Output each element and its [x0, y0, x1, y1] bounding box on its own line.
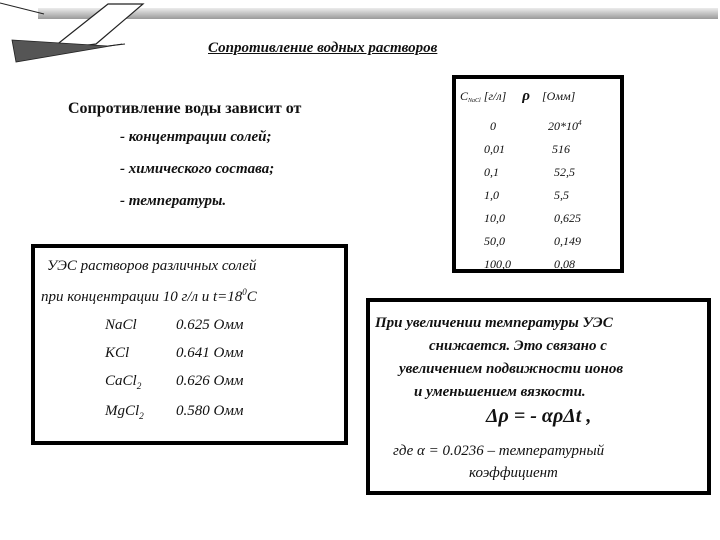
bullet-concentration: - концентрации солей; [120, 129, 272, 145]
bullet-temperature: - температуры. [120, 193, 227, 209]
slide-title: Сопротивление водных растворов [208, 40, 438, 56]
salt-formula: NaCl [105, 317, 137, 333]
salts-box-title: УЭС растворов различных солей [47, 258, 257, 274]
bullet-composition: - химического состава; [120, 161, 275, 177]
salt-value: 0.641 Омм [176, 345, 244, 361]
salt-value: 0.626 Омм [176, 373, 244, 389]
temp-text-line: и уменьшением вязкости. [414, 384, 586, 400]
temp-text-line: увеличением подвижности ионов [399, 361, 624, 377]
table-header [460, 88, 575, 105]
conc-symbol: C [460, 89, 469, 103]
salts-resistivity-box [31, 244, 348, 445]
decorative-arrow-graphic [0, 0, 150, 72]
alpha-definition-cont: коэффициент [469, 465, 558, 481]
salt-formula: MgCl$_2$ [105, 403, 144, 422]
table-row-c: 10,0 [484, 211, 505, 225]
table-row-c: 1,0 [484, 188, 499, 202]
conc-subscript: NaCl [468, 98, 481, 104]
table-row-rho: 516 [552, 142, 570, 156]
salt-value: 0.625 Омм [176, 317, 244, 333]
table-row-rho: 52,5 [554, 165, 575, 179]
resistance-table [452, 75, 624, 273]
salt-formula: CaCl$_2$ [105, 373, 142, 392]
table-row-c: 0 [490, 119, 496, 133]
salts-box-conditions: при концентрации 10 г/л и $t=18^0C$ [41, 287, 257, 305]
rho-unit: [Омм] [542, 89, 576, 103]
temperature-effect-box [366, 298, 711, 495]
table-row-c: 0,01 [484, 142, 505, 156]
decor-arrow [12, 40, 122, 62]
table-row-c: 0,1 [484, 165, 499, 179]
table-row-rho: 0,625 [554, 211, 581, 225]
table-row-rho: 5,5 [554, 188, 569, 202]
table-row-c: 100,0 [484, 257, 511, 271]
alpha-definition: где α = 0.0236 – температурный [393, 443, 605, 459]
salt-formula: KCl [105, 345, 130, 361]
table-row-rho: 0,08 [554, 257, 575, 271]
decor-line [0, 3, 44, 14]
rho-symbol: ρ [522, 88, 531, 104]
temp-text-line: При увеличении температуры УЭС [375, 315, 613, 331]
conc-unit: [г/л] [483, 89, 507, 103]
decor-tip [108, 44, 125, 46]
table-row-rho: 0,149 [554, 234, 581, 248]
table-row-rho: $20*10^4$ [548, 119, 582, 133]
salt-value: 0.580 Омм [176, 403, 244, 419]
temperature-formula: Δρ = - αρΔt , [486, 405, 592, 427]
temp-text-line: снижается. Это связано с [429, 338, 607, 354]
table-row-c: 50,0 [484, 234, 505, 248]
intro-heading: Сопротивление воды зависит от [68, 100, 302, 117]
